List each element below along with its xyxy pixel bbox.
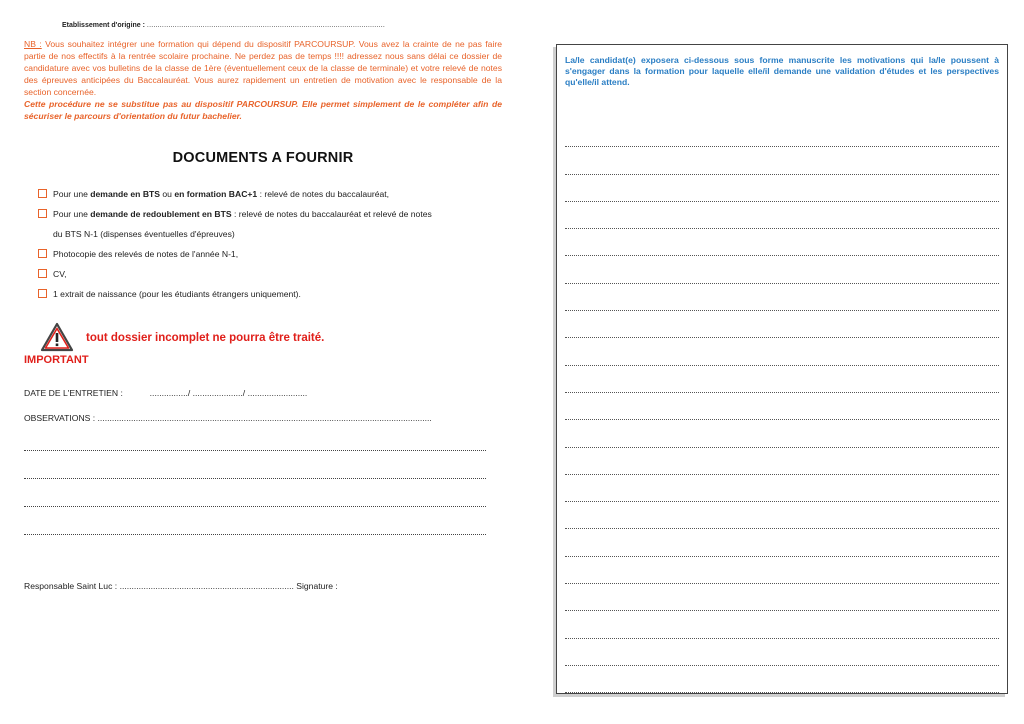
write-line bbox=[565, 502, 999, 529]
doc-text: : relevé de notes du baccalauréat et relevé de notes bbox=[231, 209, 432, 219]
nb-italic-note: Cette procédure ne se substitue pas au dispositif PARCOURSUP. Elle permet simplement de le compléter afin de sécuriser le parcours d'orientation du futur bachelier. bbox=[24, 99, 502, 121]
write-line bbox=[565, 475, 999, 502]
warning-block bbox=[24, 322, 502, 366]
observation-line bbox=[24, 479, 486, 507]
observation-line bbox=[24, 507, 486, 535]
observations-label: OBSERVATIONS : bbox=[24, 413, 96, 423]
document-item bbox=[38, 264, 502, 284]
write-line bbox=[565, 175, 999, 202]
checkbox-bullet-icon bbox=[38, 209, 47, 218]
motivation-panel bbox=[556, 44, 1008, 694]
doc-text: CV, bbox=[53, 269, 67, 279]
document-item bbox=[38, 244, 502, 264]
write-line bbox=[565, 202, 999, 229]
observations-field bbox=[24, 413, 502, 423]
document-item-continued bbox=[38, 224, 502, 244]
documents-title: DOCUMENTS A FOURNIR bbox=[172, 150, 354, 166]
checkbox-bullet-icon bbox=[38, 189, 47, 198]
checkbox-bullet-icon bbox=[38, 249, 47, 258]
origin-label: Etablissement d'origine : bbox=[62, 22, 145, 29]
document-item bbox=[38, 284, 502, 304]
write-line bbox=[565, 120, 999, 147]
origin-dots: ............................................................................................................... bbox=[146, 22, 385, 29]
write-line bbox=[565, 366, 999, 393]
documents-list bbox=[38, 184, 502, 304]
write-line bbox=[565, 584, 999, 611]
write-line bbox=[565, 639, 999, 666]
write-line bbox=[565, 311, 999, 338]
nb-label: NB : bbox=[24, 39, 42, 49]
document-item bbox=[38, 184, 502, 204]
handwriting-lines bbox=[565, 120, 999, 693]
observation-line bbox=[24, 451, 486, 479]
write-line bbox=[565, 666, 999, 693]
nb-paragraph bbox=[24, 38, 502, 122]
origin-field bbox=[62, 22, 502, 29]
warning-triangle-icon bbox=[40, 322, 74, 352]
responsable-field bbox=[24, 581, 502, 591]
write-line bbox=[565, 284, 999, 311]
responsable-dots: ......................................................................... bbox=[119, 581, 294, 591]
warning-text: tout dossier incomplet ne pourra être traité. bbox=[86, 332, 325, 344]
left-page bbox=[24, 22, 502, 591]
date-label: DATE DE L'ENTRETIEN : bbox=[24, 388, 123, 398]
doc-bold: demande en BTS bbox=[90, 189, 161, 199]
observations-dots: ............................................................................................................................................ bbox=[97, 413, 432, 423]
signature-label: Signature : bbox=[296, 581, 338, 591]
write-line bbox=[565, 147, 999, 174]
doc-bold: demande de redoublement en BTS bbox=[90, 209, 232, 219]
write-line bbox=[565, 393, 999, 420]
motivation-instructions: La/le candidat(e) exposera ci-dessous sous forme manuscrite les motivations qui la/le poussent à s'engager dans la formation pour laquelle elle/il demande une validation d'études et les perspectives qu'elle/il attend. bbox=[565, 55, 999, 87]
doc-text: Pour une bbox=[53, 189, 91, 199]
write-line bbox=[565, 529, 999, 556]
date-value: ................/ ...................../ ......................... bbox=[149, 388, 308, 398]
write-line bbox=[565, 448, 999, 475]
write-line bbox=[565, 611, 999, 638]
doc-text: Pour une bbox=[53, 209, 91, 219]
doc-bold: en formation BAC+1 bbox=[174, 189, 258, 199]
checkbox-bullet-icon bbox=[38, 289, 47, 298]
nb-text: Vous souhaitez intégrer une formation qui dépend du dispositif PARCOURSUP. Vous avez la crainte de ne pas faire partie de nos effectifs à la rentrée scolaire prochaine. Ne perdez pas de temps !!!! adressez nous sans délai ce dossier de candidature avec vos bulletins de la classe de 1ère (éventuellement ceux de la classe de terminale) et votre relevé de notes des épreuves anticipées du Baccalauréat. Vous aurez rapidement un entretien de motivation avec le responsable de la section concernée. bbox=[24, 39, 502, 97]
doc-text: Photocopie des relevés de notes de l'année N-1, bbox=[53, 249, 239, 259]
observations-lines bbox=[24, 423, 486, 535]
write-line bbox=[565, 256, 999, 283]
responsable-label: Responsable Saint Luc : bbox=[24, 581, 118, 591]
doc-text: ou bbox=[160, 189, 175, 199]
write-line bbox=[565, 338, 999, 365]
write-line bbox=[565, 420, 999, 447]
checkbox-bullet-icon bbox=[38, 269, 47, 278]
document-item bbox=[38, 204, 502, 224]
doc-text: : relevé de notes du baccalauréat, bbox=[257, 189, 390, 199]
doc-text: 1 extrait de naissance (pour les étudiants étrangers uniquement). bbox=[53, 289, 301, 299]
write-line bbox=[565, 229, 999, 256]
important-label: IMPORTANT bbox=[24, 354, 89, 366]
observation-line bbox=[24, 423, 486, 451]
write-line bbox=[565, 557, 999, 584]
interview-date-field bbox=[24, 388, 502, 398]
doc-text: du BTS N-1 (dispenses éventuelles d'épreuves) bbox=[53, 229, 235, 239]
